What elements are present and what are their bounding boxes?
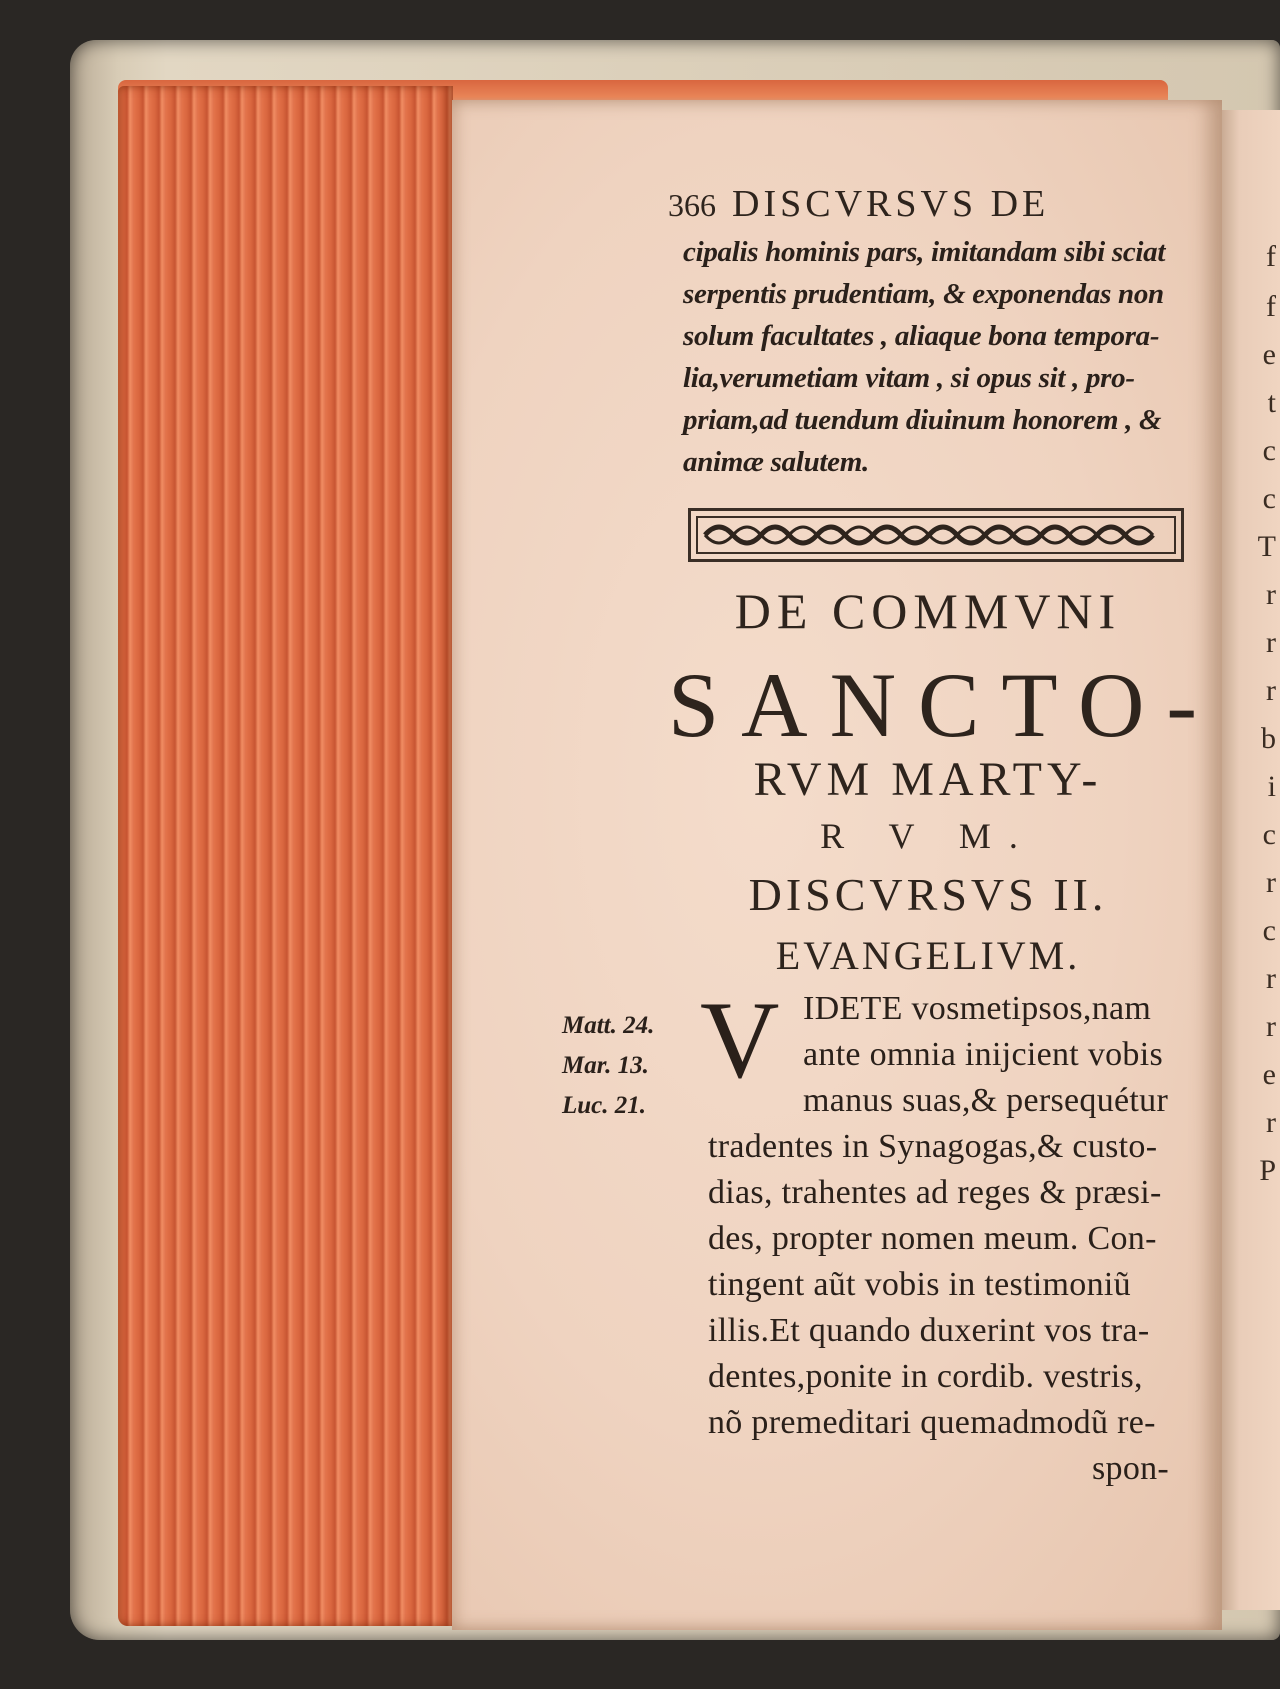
next-page-sliver — [1222, 110, 1280, 1610]
body-text-line: tingent aũt vobis in testimoniũ — [708, 1266, 1131, 1303]
red-page-edges — [118, 86, 453, 1626]
next-page-letter: r — [1266, 1106, 1276, 1139]
next-page-letter: c — [1262, 482, 1276, 515]
body-text-line: des, propter nomen meum. Con- — [708, 1220, 1157, 1257]
body-text-line: dias, trahentes ad reges & præsi- — [708, 1174, 1162, 1211]
next-page-letter: i — [1267, 770, 1276, 803]
next-page-letter: f — [1266, 290, 1276, 323]
next-page-letter: r — [1266, 626, 1276, 659]
next-page-letter: P — [1259, 1154, 1276, 1187]
next-page-letter: r — [1266, 866, 1276, 899]
next-page-letter: t — [1267, 386, 1276, 419]
next-page-letter: c — [1262, 434, 1276, 467]
next-page-letter: r — [1266, 1010, 1276, 1043]
drop-cap: V — [700, 979, 780, 1101]
heading-line: DE COMMVNI — [734, 583, 1122, 639]
preceding-text-line: animæ salutem. — [683, 446, 869, 478]
body-text-line: IDETE vosmetipsos,nam — [803, 990, 1152, 1027]
heading-line: SANCTO- — [668, 654, 1220, 756]
next-page-letter: f — [1266, 240, 1276, 273]
next-page-letter: r — [1266, 578, 1276, 611]
running-head — [668, 182, 1049, 226]
body-text-line: illis.Et quando duxerint vos tra- — [708, 1312, 1150, 1349]
preceding-text-line: lia,verumetiam vitam , si opus sit , pro- — [683, 362, 1135, 394]
preceding-text-line: priam,ad tuendum diuinum honorem , & — [683, 404, 1162, 436]
next-page-letter: e — [1262, 338, 1276, 371]
margin-reference: Mar. 13. — [562, 1052, 649, 1079]
ornament-scroll-icon — [691, 511, 1181, 559]
body-text-line: tradentes in Synagogas,& custo- — [708, 1128, 1158, 1165]
next-page-letter: e — [1262, 1058, 1276, 1091]
body-text-line: manus suas,& persequétur — [803, 1082, 1169, 1119]
next-page-letter: c — [1262, 914, 1276, 947]
next-page-letter: r — [1266, 674, 1276, 707]
heading-line: DISCVRSVS II. — [748, 869, 1108, 920]
margin-reference: Luc. 21. — [562, 1092, 647, 1119]
next-page-letter: T — [1257, 530, 1276, 563]
body-text-line: ante omnia inijcient vobis — [803, 1036, 1164, 1073]
preceding-text-line: cipalis hominis pars, imitandam sibi sciat — [683, 236, 1166, 268]
heading-line: R V M. — [820, 816, 1036, 856]
preceding-text-line: serpentis prudentiam, & exponendas non — [683, 278, 1164, 310]
body-text-line: nõ premeditari quemadmodũ re- — [708, 1404, 1156, 1441]
next-page-letter: c — [1262, 818, 1276, 851]
margin-reference: Matt. 24. — [562, 1012, 655, 1039]
heading-line: RVM MARTY- — [753, 753, 1103, 806]
next-page-letter: b — [1261, 722, 1276, 755]
catchword: spon- — [1092, 1450, 1170, 1487]
body-text-line: dentes,ponite in cordib. vestris, — [708, 1358, 1143, 1395]
running-head-title: DISCVRSVS DE — [732, 183, 1050, 225]
preceding-text-line: solum facultates , aliaque bona tempora- — [683, 320, 1160, 352]
ornament-band — [688, 508, 1184, 562]
page-number: 366 — [668, 187, 716, 223]
next-page-letter: r — [1266, 962, 1276, 995]
heading-line: EVANGELIVM. — [775, 933, 1081, 978]
